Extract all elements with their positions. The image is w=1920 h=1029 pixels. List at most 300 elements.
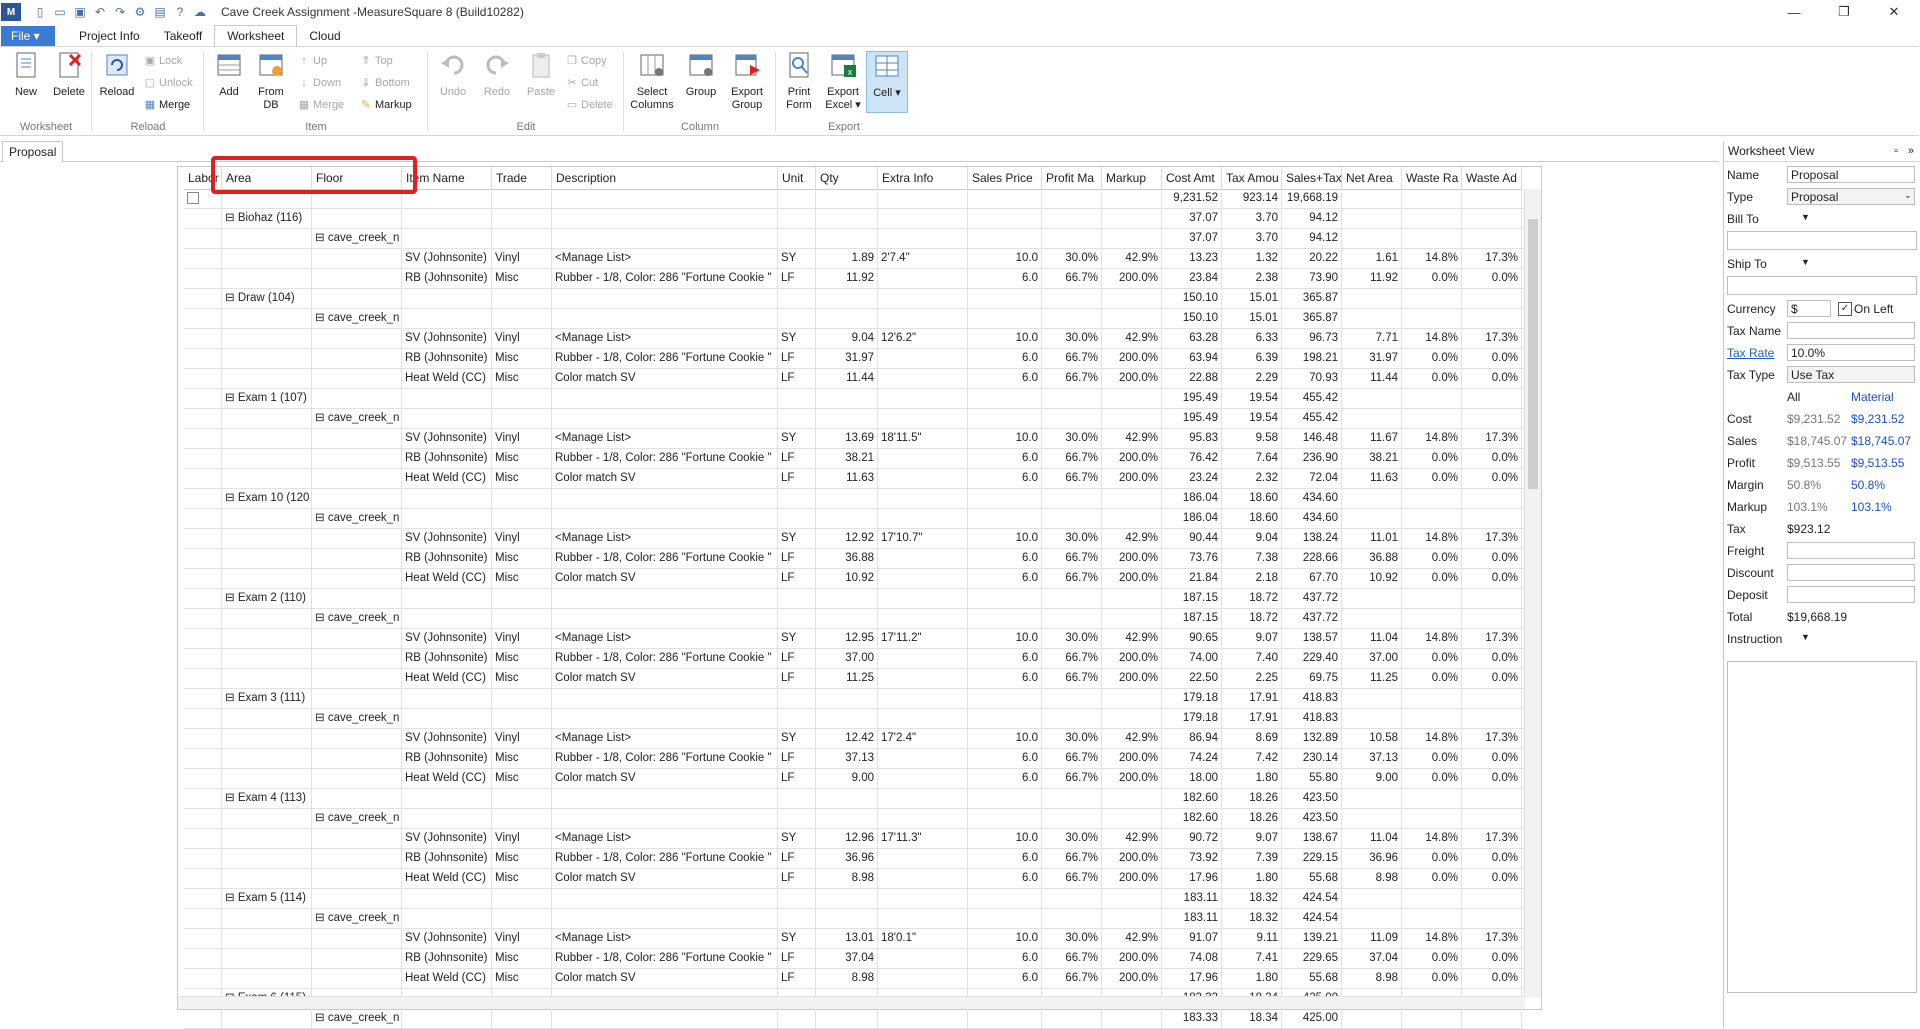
table-cell[interactable]: 6.0 (968, 669, 1042, 688)
table-cell[interactable]: Color match SV (552, 769, 778, 788)
lock-button[interactable] (144, 53, 182, 69)
table-cell[interactable]: 0.0% (1402, 849, 1462, 868)
table-cell[interactable]: 67.70 (1282, 569, 1342, 588)
table-cell[interactable]: Misc (492, 849, 552, 868)
table-cell[interactable]: 17.96 (1162, 869, 1222, 888)
table-cell[interactable] (312, 829, 402, 848)
table-cell[interactable] (1342, 809, 1402, 828)
table-cell[interactable] (184, 509, 222, 528)
table-row[interactable] (184, 669, 1524, 689)
table-cell[interactable] (312, 249, 402, 268)
bill-to-dropdown-icon[interactable]: ▼ (1801, 212, 1810, 222)
table-cell[interactable]: 37.00 (816, 649, 878, 668)
table-row[interactable] (184, 369, 1524, 389)
column-header-tax-amou[interactable]: Tax Amou (1222, 167, 1282, 189)
table-cell[interactable] (222, 409, 312, 428)
table-cell[interactable]: SY (778, 429, 816, 448)
table-cell[interactable]: 14.8% (1402, 729, 1462, 748)
table-cell[interactable]: 200.0% (1102, 349, 1162, 368)
table-cell[interactable]: 11.04 (1342, 629, 1402, 648)
table-cell[interactable] (1462, 809, 1522, 828)
table-cell[interactable]: 6.0 (968, 969, 1042, 988)
table-cell[interactable] (878, 549, 968, 568)
app-logo-icon[interactable]: M (1, 3, 21, 21)
table-cell[interactable] (402, 809, 492, 828)
table-cell[interactable] (1042, 889, 1102, 908)
table-cell[interactable]: 0.0% (1462, 569, 1522, 588)
table-cell[interactable] (1042, 789, 1102, 808)
table-cell[interactable]: 18.32 (1222, 909, 1282, 928)
table-cell[interactable] (778, 309, 816, 328)
table-cell[interactable]: 200.0% (1102, 869, 1162, 888)
table-cell[interactable]: Vinyl (492, 249, 552, 268)
table-row[interactable] (184, 809, 1524, 829)
cell-button[interactable] (866, 51, 908, 113)
table-cell[interactable] (184, 449, 222, 468)
table-cell[interactable] (968, 589, 1042, 608)
table-cell[interactable]: Vinyl (492, 529, 552, 548)
table-cell[interactable] (878, 649, 968, 668)
table-cell[interactable] (312, 389, 402, 408)
table-cell[interactable]: 31.97 (1342, 349, 1402, 368)
table-cell[interactable] (184, 489, 222, 508)
table-cell[interactable]: 0.0% (1462, 769, 1522, 788)
table-cell[interactable]: Misc (492, 349, 552, 368)
table-cell[interactable] (552, 589, 778, 608)
table-cell[interactable]: 229.40 (1282, 649, 1342, 668)
from-db-button[interactable] (250, 51, 292, 112)
table-cell[interactable]: LF (778, 269, 816, 288)
table-row[interactable] (184, 409, 1524, 429)
table-cell[interactable] (312, 789, 402, 808)
table-cell[interactable] (878, 849, 968, 868)
add-item-button[interactable] (208, 51, 250, 99)
table-cell[interactable] (1042, 609, 1102, 628)
table-cell[interactable] (184, 749, 222, 768)
table-cell[interactable] (1402, 889, 1462, 908)
table-cell[interactable]: <Manage List> (552, 729, 778, 748)
table-cell[interactable]: 6.0 (968, 449, 1042, 468)
table-cell[interactable] (402, 509, 492, 528)
type-select[interactable]: Proposal (1787, 188, 1915, 205)
table-cell[interactable] (184, 809, 222, 828)
table-cell[interactable]: Misc (492, 869, 552, 888)
table-cell[interactable] (492, 689, 552, 708)
table-cell[interactable] (1102, 489, 1162, 508)
table-cell[interactable]: 0.0% (1462, 469, 1522, 488)
table-cell[interactable]: 36.88 (1342, 549, 1402, 568)
table-cell[interactable] (312, 529, 402, 548)
ship-to-field[interactable] (1727, 276, 1917, 295)
table-cell[interactable] (552, 489, 778, 508)
table-cell[interactable] (552, 409, 778, 428)
table-cell[interactable] (878, 229, 968, 248)
table-cell[interactable] (552, 889, 778, 908)
table-cell[interactable]: 0.0% (1402, 869, 1462, 888)
table-cell[interactable] (222, 1009, 312, 1028)
table-cell[interactable]: 11.92 (816, 269, 878, 288)
table-cell[interactable]: 434.60 (1282, 489, 1342, 508)
table-cell[interactable]: 7.64 (1222, 449, 1282, 468)
table-cell[interactable]: 6.0 (968, 849, 1042, 868)
table-cell[interactable] (1402, 589, 1462, 608)
table-cell[interactable]: RB (Johnsonite) (402, 269, 492, 288)
table-cell[interactable]: 11.63 (1342, 469, 1402, 488)
table-cell[interactable]: LF (778, 849, 816, 868)
table-cell[interactable] (222, 869, 312, 888)
table-cell[interactable] (1102, 209, 1162, 228)
table-cell[interactable]: 200.0% (1102, 269, 1162, 288)
table-cell[interactable] (184, 609, 222, 628)
table-cell[interactable] (1342, 689, 1402, 708)
table-cell[interactable]: Color match SV (552, 869, 778, 888)
table-cell[interactable] (1042, 389, 1102, 408)
table-cell[interactable]: 9.00 (1342, 769, 1402, 788)
table-cell[interactable]: 6.0 (968, 549, 1042, 568)
table-cell[interactable]: LF (778, 749, 816, 768)
table-row[interactable] (184, 909, 1524, 929)
table-row[interactable] (184, 1009, 1524, 1029)
table-cell[interactable]: 37.04 (1342, 949, 1402, 968)
table-cell[interactable]: 38.21 (1342, 449, 1402, 468)
copy-button[interactable] (566, 53, 607, 69)
table-cell[interactable] (1342, 409, 1402, 428)
settings-icon[interactable]: ⚙ (134, 5, 146, 19)
table-row[interactable] (184, 469, 1524, 489)
table-cell[interactable]: 10.0 (968, 529, 1042, 548)
table-cell[interactable]: 36.96 (1342, 849, 1402, 868)
table-cell[interactable] (778, 689, 816, 708)
table-cell[interactable] (1402, 789, 1462, 808)
table-cell[interactable] (1402, 489, 1462, 508)
collapse-icon[interactable]: » (1907, 145, 1914, 157)
table-cell[interactable]: Misc (492, 269, 552, 288)
table-cell[interactable] (184, 649, 222, 668)
table-cell[interactable]: 17.3% (1462, 249, 1522, 268)
table-cell[interactable] (552, 709, 778, 728)
table-cell[interactable]: 72.04 (1282, 469, 1342, 488)
table-cell[interactable] (492, 789, 552, 808)
table-cell[interactable] (968, 289, 1042, 308)
table-cell[interactable] (312, 329, 402, 348)
table-row[interactable] (184, 969, 1524, 989)
table-cell[interactable]: 94.12 (1282, 209, 1342, 228)
table-cell[interactable]: 30.0% (1042, 429, 1102, 448)
table-cell[interactable]: 6.0 (968, 569, 1042, 588)
table-cell[interactable]: SY (778, 729, 816, 748)
table-cell[interactable]: Rubber - 1/8, Color: 286 "Fortune Cookie " (552, 269, 778, 288)
table-cell[interactable] (878, 289, 968, 308)
table-cell[interactable]: 6.33 (1222, 329, 1282, 348)
table-cell[interactable]: 42.9% (1102, 929, 1162, 948)
table-row[interactable] (184, 349, 1524, 369)
table-cell[interactable] (1462, 609, 1522, 628)
table-cell[interactable]: 18.72 (1222, 589, 1282, 608)
table-row[interactable] (184, 929, 1524, 949)
table-cell[interactable]: 0.0% (1402, 569, 1462, 588)
table-cell[interactable]: 9,231.52 (1162, 189, 1222, 208)
table-cell[interactable] (1462, 229, 1522, 248)
table-cell[interactable]: 0.0% (1462, 669, 1522, 688)
table-cell[interactable]: 418.83 (1282, 689, 1342, 708)
table-row[interactable] (184, 549, 1524, 569)
table-cell[interactable] (1342, 709, 1402, 728)
delete-worksheet-button[interactable] (48, 51, 90, 99)
table-cell[interactable] (552, 609, 778, 628)
table-cell[interactable]: LF (778, 769, 816, 788)
table-cell[interactable] (222, 309, 312, 328)
table-cell[interactable]: 37.13 (1342, 749, 1402, 768)
table-cell[interactable]: 90.72 (1162, 829, 1222, 848)
table-cell[interactable]: 183.33 (1162, 1009, 1222, 1028)
table-cell[interactable]: Rubber - 1/8, Color: 286 "Fortune Cookie " (552, 749, 778, 768)
table-cell[interactable]: 6.0 (968, 649, 1042, 668)
table-cell[interactable] (552, 1009, 778, 1028)
table-cell[interactable]: 13.01 (816, 929, 878, 948)
table-row[interactable] (184, 489, 1524, 509)
table-cell[interactable]: 3.70 (1222, 229, 1282, 248)
table-cell[interactable]: RB (Johnsonite) (402, 949, 492, 968)
help-icon[interactable]: ? (176, 5, 184, 19)
table-cell[interactable]: 0.0% (1402, 549, 1462, 568)
table-cell[interactable]: 55.68 (1282, 869, 1342, 888)
table-cell[interactable] (878, 389, 968, 408)
redo-icon[interactable]: ↷ (114, 5, 126, 19)
instruction-dropdown-icon[interactable]: ▼ (1801, 632, 1810, 642)
table-cell[interactable]: 1.80 (1222, 869, 1282, 888)
table-cell[interactable]: LF (778, 449, 816, 468)
table-cell[interactable]: LF (778, 969, 816, 988)
table-cell[interactable]: LF (778, 869, 816, 888)
table-cell[interactable]: 23.24 (1162, 469, 1222, 488)
table-cell[interactable] (1042, 189, 1102, 208)
table-cell[interactable]: Heat Weld (CC) (402, 569, 492, 588)
table-cell[interactable] (492, 389, 552, 408)
table-cell[interactable]: 66.7% (1042, 549, 1102, 568)
table-cell[interactable] (1102, 1009, 1162, 1028)
table-cell[interactable] (184, 729, 222, 748)
discount-field[interactable] (1787, 564, 1915, 581)
table-cell[interactable] (492, 889, 552, 908)
table-cell[interactable]: 69.75 (1282, 669, 1342, 688)
table-cell[interactable] (402, 1009, 492, 1028)
table-cell[interactable]: Color match SV (552, 469, 778, 488)
table-cell[interactable] (492, 509, 552, 528)
table-cell[interactable] (1462, 689, 1522, 708)
table-cell[interactable]: 30.0% (1042, 929, 1102, 948)
table-cell[interactable]: Vinyl (492, 629, 552, 648)
table-row[interactable] (184, 609, 1524, 629)
table-cell[interactable]: 96.73 (1282, 329, 1342, 348)
table-cell[interactable]: 66.7% (1042, 769, 1102, 788)
table-cell[interactable] (552, 229, 778, 248)
table-cell[interactable]: 14.8% (1402, 629, 1462, 648)
table-cell[interactable]: 66.7% (1042, 349, 1102, 368)
table-cell[interactable] (552, 809, 778, 828)
tab-worksheet[interactable]: Worksheet (214, 25, 297, 46)
table-cell[interactable] (402, 889, 492, 908)
table-cell[interactable] (222, 629, 312, 648)
table-cell[interactable]: 1.89 (816, 249, 878, 268)
table-cell[interactable]: 11.25 (816, 669, 878, 688)
table-cell[interactable] (184, 409, 222, 428)
table-cell[interactable]: 0.0% (1462, 449, 1522, 468)
table-cell[interactable] (1402, 409, 1462, 428)
tax-name-select[interactable] (1787, 322, 1915, 339)
table-cell[interactable] (184, 549, 222, 568)
table-cell[interactable]: 37.13 (816, 749, 878, 768)
table-row[interactable] (184, 789, 1524, 809)
table-cell[interactable]: 11.04 (1342, 829, 1402, 848)
table-cell[interactable] (402, 389, 492, 408)
table-cell[interactable]: Misc (492, 769, 552, 788)
table-cell[interactable] (184, 529, 222, 548)
table-cell[interactable]: 66.7% (1042, 869, 1102, 888)
table-cell[interactable]: 42.9% (1102, 629, 1162, 648)
table-cell[interactable] (1342, 789, 1402, 808)
table-row[interactable] (184, 509, 1524, 529)
table-cell[interactable]: 200.0% (1102, 949, 1162, 968)
table-cell[interactable] (312, 769, 402, 788)
table-row[interactable] (184, 269, 1524, 289)
table-cell[interactable] (778, 509, 816, 528)
table-cell[interactable] (312, 369, 402, 388)
table-cell[interactable]: 0.0% (1462, 949, 1522, 968)
table-cell[interactable] (1402, 609, 1462, 628)
table-cell[interactable]: 8.69 (1222, 729, 1282, 748)
table-cell[interactable]: 10.58 (1342, 729, 1402, 748)
save-icon[interactable]: ▣ (74, 5, 86, 19)
table-cell[interactable]: 11.01 (1342, 529, 1402, 548)
table-cell[interactable]: SV (Johnsonite) (402, 529, 492, 548)
table-row[interactable] (184, 709, 1524, 729)
table-cell[interactable] (184, 689, 222, 708)
table-cell[interactable] (184, 929, 222, 948)
table-cell[interactable]: Vinyl (492, 429, 552, 448)
table-cell[interactable]: 73.92 (1162, 849, 1222, 868)
table-cell[interactable] (1462, 709, 1522, 728)
table-cell[interactable]: 7.71 (1342, 329, 1402, 348)
table-cell[interactable]: 15.01 (1222, 309, 1282, 328)
table-cell[interactable]: 10.0 (968, 829, 1042, 848)
ship-to-dropdown-icon[interactable]: ▼ (1801, 257, 1810, 267)
table-cell[interactable] (1462, 389, 1522, 408)
column-header-extra-info[interactable]: Extra Info (878, 167, 968, 189)
table-cell[interactable]: 9.04 (1222, 529, 1282, 548)
table-row[interactable] (184, 449, 1524, 469)
table-cell[interactable] (878, 269, 968, 288)
move-bottom-button[interactable] (360, 75, 410, 91)
table-cell[interactable]: 30.0% (1042, 729, 1102, 748)
table-cell[interactable] (778, 229, 816, 248)
table-cell[interactable] (402, 229, 492, 248)
table-cell[interactable]: 229.15 (1282, 849, 1342, 868)
table-cell[interactable]: 200.0% (1102, 469, 1162, 488)
table-cell[interactable]: 1.80 (1222, 969, 1282, 988)
table-cell[interactable] (1342, 189, 1402, 208)
table-cell[interactable]: 437.72 (1282, 609, 1342, 628)
unlock-button[interactable] (144, 75, 193, 91)
table-row[interactable] (184, 389, 1524, 409)
table-cell[interactable] (878, 189, 968, 208)
table-cell[interactable]: Color match SV (552, 969, 778, 988)
table-cell[interactable]: Color match SV (552, 569, 778, 588)
table-cell[interactable]: 425.00 (1282, 1009, 1342, 1028)
table-cell[interactable]: RB (Johnsonite) (402, 749, 492, 768)
table-cell[interactable]: Misc (492, 469, 552, 488)
table-cell[interactable] (402, 709, 492, 728)
table-cell[interactable]: 42.9% (1102, 729, 1162, 748)
table-cell[interactable]: ⊟ cave_creek_n (312, 609, 402, 628)
name-field[interactable]: Proposal (1787, 166, 1915, 183)
table-cell[interactable] (184, 969, 222, 988)
table-cell[interactable]: 17.96 (1162, 969, 1222, 988)
table-cell[interactable]: 923.14 (1222, 189, 1282, 208)
table-cell[interactable] (878, 789, 968, 808)
table-cell[interactable] (878, 689, 968, 708)
table-cell[interactable]: 150.10 (1162, 289, 1222, 308)
table-cell[interactable]: 9.11 (1222, 929, 1282, 948)
table-row[interactable] (184, 869, 1524, 889)
table-cell[interactable]: 6.0 (968, 469, 1042, 488)
table-cell[interactable] (1342, 229, 1402, 248)
table-cell[interactable]: 42.9% (1102, 329, 1162, 348)
table-cell[interactable] (1402, 709, 1462, 728)
table-cell[interactable] (1042, 229, 1102, 248)
table-cell[interactable] (878, 769, 968, 788)
table-cell[interactable] (1342, 289, 1402, 308)
table-cell[interactable]: 10.0 (968, 249, 1042, 268)
open-folder-icon[interactable]: ▭ (54, 5, 66, 19)
table-cell[interactable] (184, 769, 222, 788)
table-cell[interactable]: 0.0% (1462, 369, 1522, 388)
table-cell[interactable] (878, 569, 968, 588)
table-cell[interactable] (184, 389, 222, 408)
table-cell[interactable]: 7.39 (1222, 849, 1282, 868)
new-file-icon[interactable]: ▯ (36, 5, 44, 19)
table-cell[interactable]: 200.0% (1102, 649, 1162, 668)
table-cell[interactable]: 18'11.5" (878, 429, 968, 448)
table-cell[interactable] (878, 349, 968, 368)
table-cell[interactable]: 17.3% (1462, 629, 1522, 648)
table-cell[interactable] (878, 949, 968, 968)
table-cell[interactable] (1102, 509, 1162, 528)
table-cell[interactable]: 17.3% (1462, 729, 1522, 748)
table-cell[interactable] (222, 749, 312, 768)
table-cell[interactable] (312, 209, 402, 228)
restore-icon[interactable]: ❐ (1838, 4, 1850, 19)
table-cell[interactable] (184, 569, 222, 588)
table-cell[interactable]: 7.38 (1222, 549, 1282, 568)
table-cell[interactable] (402, 589, 492, 608)
table-cell[interactable]: 42.9% (1102, 829, 1162, 848)
table-cell[interactable] (184, 469, 222, 488)
table-cell[interactable]: 17.91 (1222, 689, 1282, 708)
table-cell[interactable]: 9.07 (1222, 629, 1282, 648)
table-cell[interactable]: 12.95 (816, 629, 878, 648)
table-cell[interactable]: 0.0% (1462, 549, 1522, 568)
table-cell[interactable]: 14.8% (1402, 529, 1462, 548)
table-cell[interactable] (1042, 589, 1102, 608)
table-cell[interactable]: 0.0% (1402, 669, 1462, 688)
table-cell[interactable] (778, 389, 816, 408)
table-row[interactable] (184, 769, 1524, 789)
table-cell[interactable] (1402, 389, 1462, 408)
table-cell[interactable]: 21.84 (1162, 569, 1222, 588)
table-cell[interactable]: 230.14 (1282, 749, 1342, 768)
table-cell[interactable]: 179.18 (1162, 689, 1222, 708)
table-cell[interactable] (1042, 1009, 1102, 1028)
